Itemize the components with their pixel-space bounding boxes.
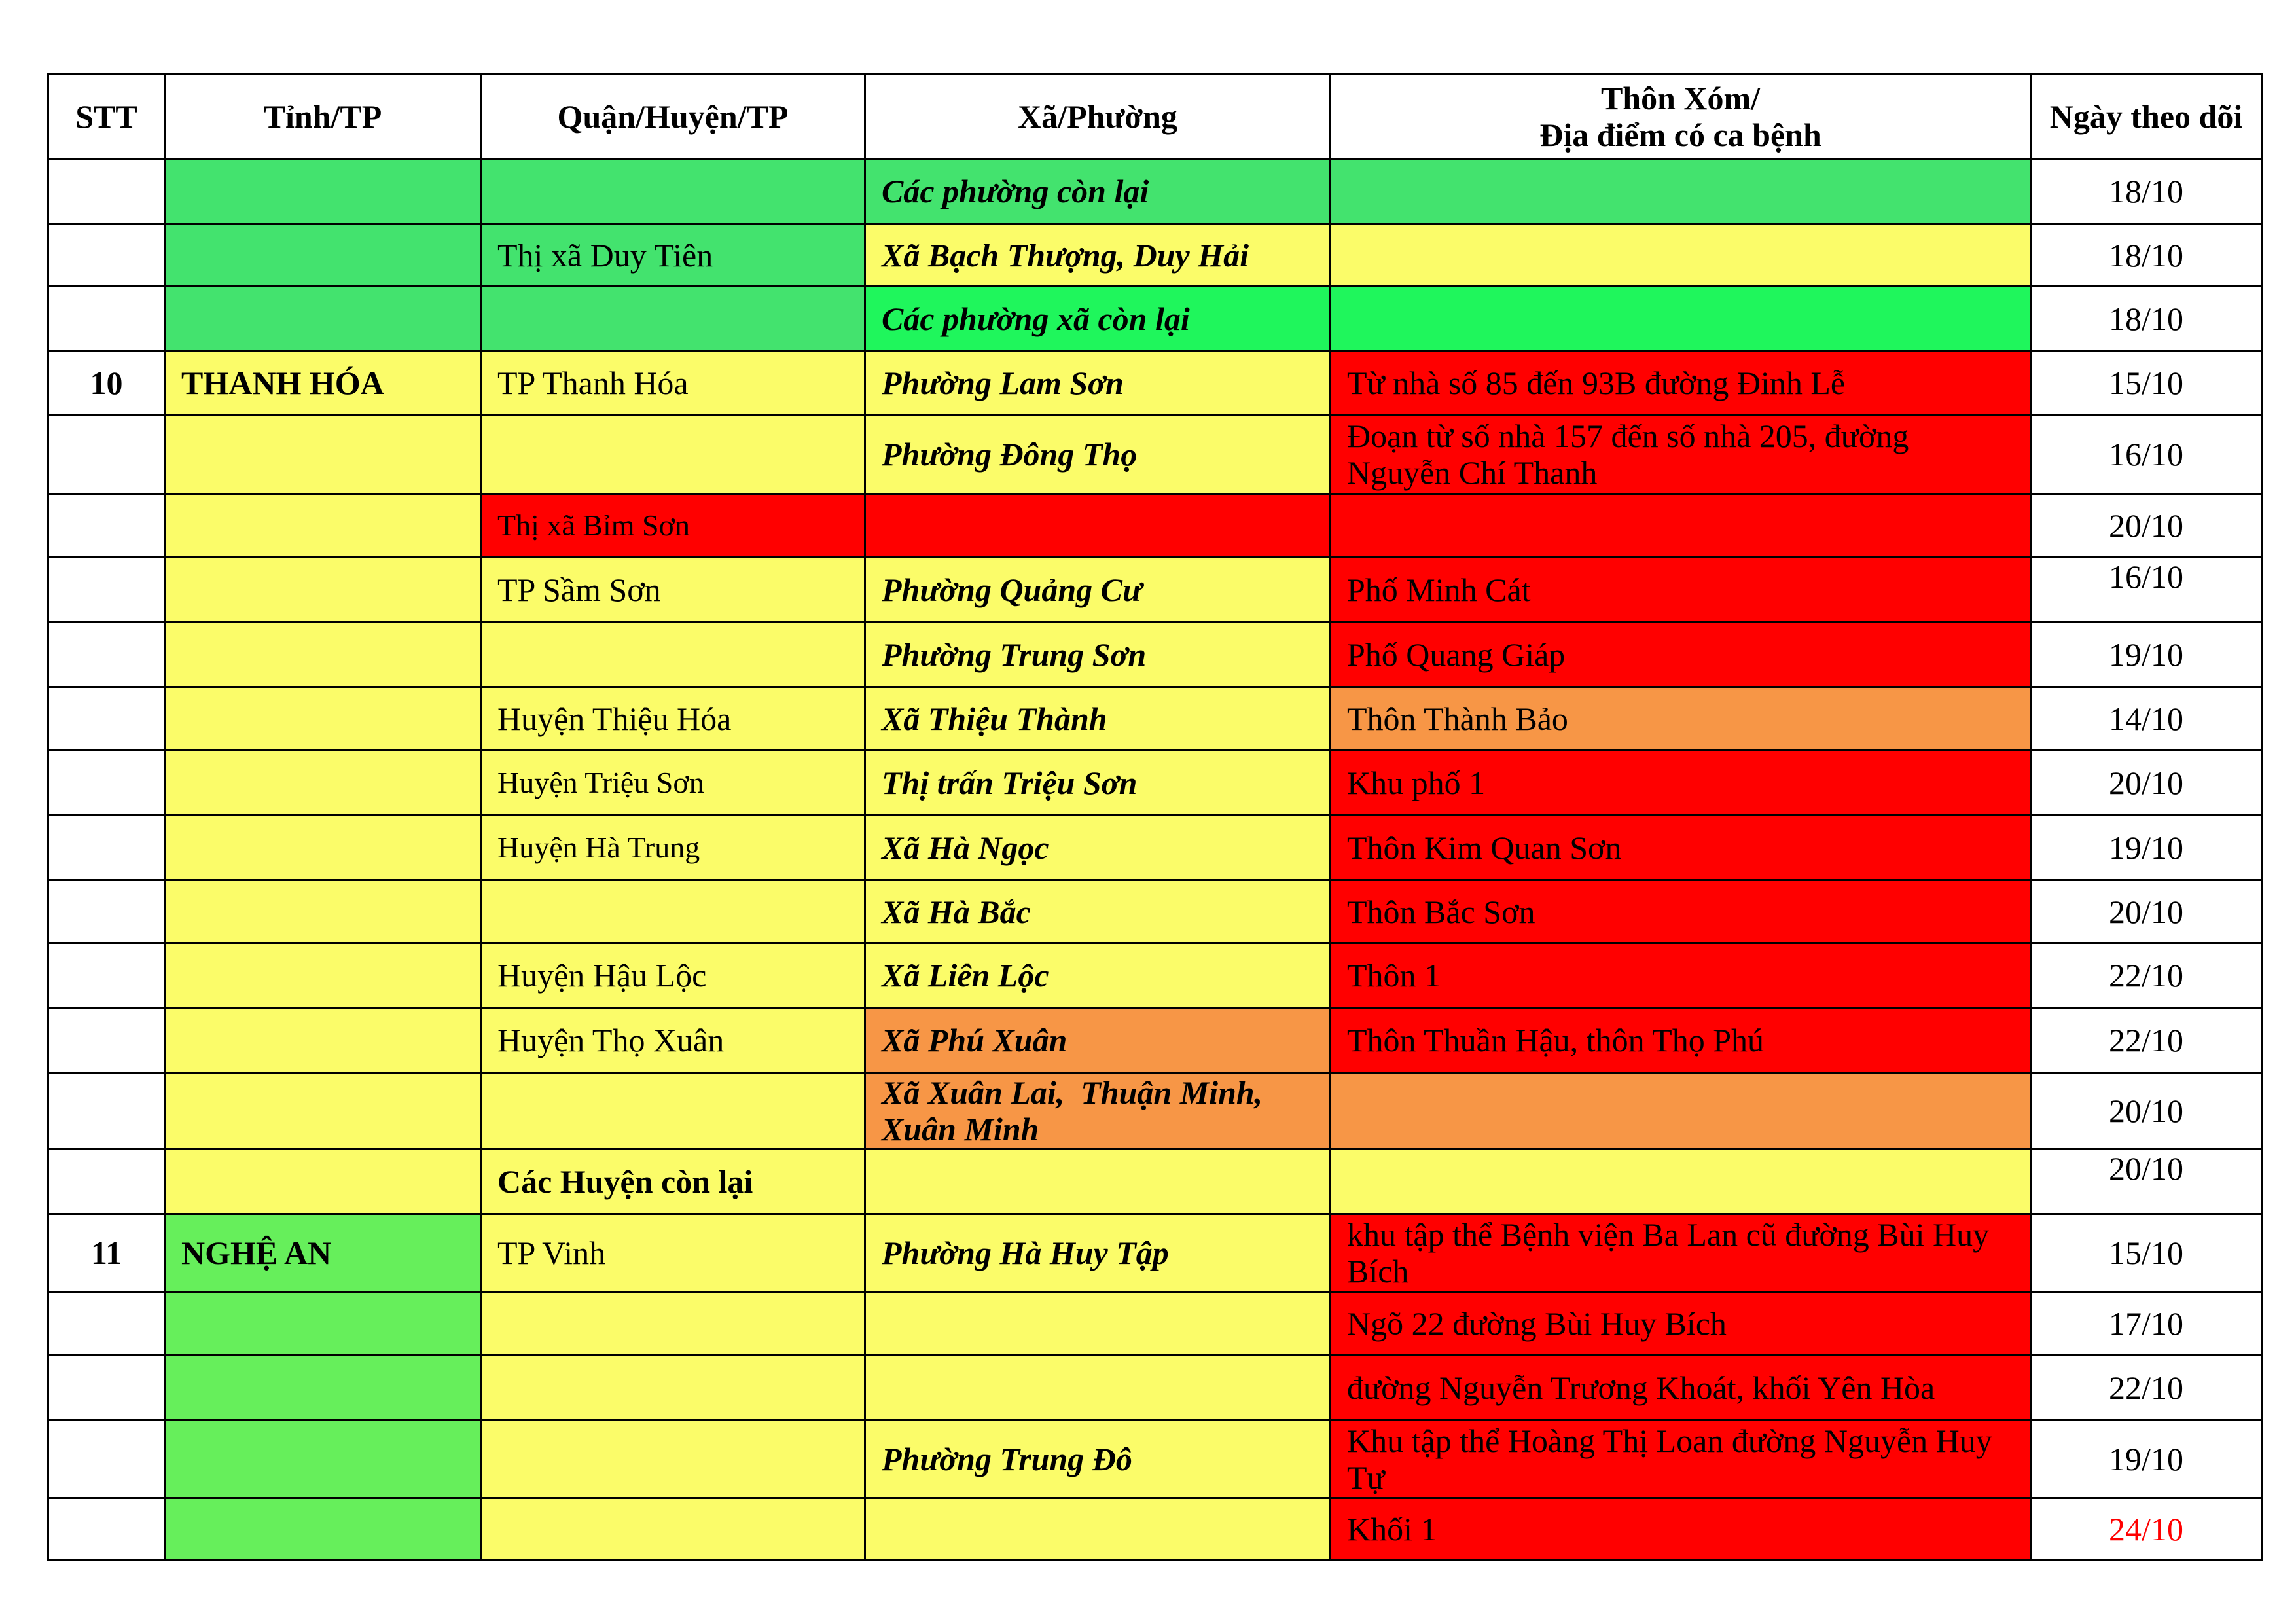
row-number-cell (48, 352, 165, 415)
province-cell (165, 1008, 481, 1073)
header-ward: Xã/Phường (865, 75, 1331, 159)
location-cell (1331, 1149, 2031, 1214)
row-number-cell (48, 159, 165, 224)
table-row (48, 1008, 2262, 1073)
location-cell-text: Phố Minh Cát (1347, 571, 1531, 608)
ward-cell (865, 287, 1331, 352)
location-cell-text: Thôn Kim Quan Sơn (1347, 829, 1622, 866)
ward-cell-text: Xã Xuân Lai, Thuận Minh, (882, 1074, 1263, 1111)
follow-up-date-cell (2031, 687, 2262, 751)
row-number-cell (48, 623, 165, 687)
table-row (48, 1420, 2262, 1498)
district-cell (481, 1214, 865, 1292)
table-row (48, 623, 2262, 687)
location-cell (1331, 224, 2031, 287)
ward-cell (865, 1149, 1331, 1214)
header-location-line: Thôn Xóm/ (1600, 80, 1761, 117)
province-cell (165, 816, 481, 880)
case-tracking-table (47, 73, 2263, 1561)
district-cell (481, 751, 865, 816)
follow-up-date-cell-text: 18/10 (2109, 236, 2183, 274)
follow-up-date-cell (2031, 224, 2262, 287)
follow-up-date-cell-text: 18/10 (2109, 300, 2183, 337)
ward-cell-text: Phường Quảng Cư (882, 571, 1142, 608)
header-district: Quận/Huyện/TP (481, 75, 865, 159)
district-cell (481, 623, 865, 687)
ward-cell (865, 494, 1331, 558)
ward-cell (865, 159, 1331, 224)
province-cell (165, 943, 481, 1008)
table-row (48, 558, 2262, 623)
row-number-cell (48, 494, 165, 558)
province-cell (165, 1149, 481, 1214)
location-cell-text: Khu tập thể Hoàng Thị Loan đường Nguyễn Huy (1347, 1422, 1992, 1459)
location-cell (1331, 159, 2031, 224)
location-cell (1331, 880, 2031, 943)
header-stt: STT (48, 75, 165, 159)
follow-up-date-cell (2031, 415, 2262, 494)
location-cell (1331, 1292, 2031, 1356)
ward-cell (865, 880, 1331, 943)
province-cell-text: THANH HÓA (181, 365, 384, 401)
follow-up-date-cell (2031, 816, 2262, 880)
row-number-cell (48, 1420, 165, 1498)
follow-up-date-cell-text: 20/10 (2109, 765, 2183, 801)
location-cell-text: Đoạn từ số nhà 157 đến số nhà 205, đường (1347, 418, 1909, 454)
location-cell-text: Khối 1 (1347, 1511, 1437, 1547)
district-cell (481, 287, 865, 352)
district-cell (481, 943, 865, 1008)
location-cell (1331, 816, 2031, 880)
location-cell (1331, 1498, 2031, 1561)
province-cell (165, 352, 481, 415)
ward-cell (865, 816, 1331, 880)
ward-cell (865, 687, 1331, 751)
district-cell (481, 159, 865, 224)
follow-up-date-cell-text: 20/10 (2109, 1092, 2183, 1129)
follow-up-date-cell (2031, 1214, 2262, 1292)
table-row (48, 880, 2262, 943)
table-row (48, 687, 2262, 751)
province-cell (165, 224, 481, 287)
province-cell (165, 1356, 481, 1420)
ward-cell (865, 224, 1331, 287)
district-cell (481, 1292, 865, 1356)
row-number-cell (48, 415, 165, 494)
location-cell-text: đường Nguyễn Trương Khoát, khối Yên Hòa (1347, 1369, 1935, 1406)
district-cell (481, 224, 865, 287)
row-number-cell (48, 1498, 165, 1561)
follow-up-date-cell (2031, 159, 2262, 224)
ward-cell (865, 1420, 1331, 1498)
row-number-cell (48, 1073, 165, 1149)
ward-cell-text: Phường Trung Sơn (882, 636, 1147, 673)
location-cell-text: Thôn Thành Bảo (1347, 700, 1568, 737)
table-row (48, 224, 2262, 287)
location-cell (1331, 1008, 2031, 1073)
ward-cell-text: Xã Hà Ngọc (882, 829, 1049, 866)
district-cell (481, 816, 865, 880)
row-number-cell (48, 687, 165, 751)
follow-up-date-cell (2031, 352, 2262, 415)
ward-cell (865, 1498, 1331, 1561)
ward-cell-text: Phường Đông Thọ (882, 436, 1138, 473)
location-cell (1331, 1420, 2031, 1498)
ward-cell-text: Xã Liên Lộc (882, 957, 1049, 994)
ward-cell (865, 558, 1331, 623)
ward-cell-text: Phường Lam Sơn (882, 365, 1124, 401)
table-row (48, 1214, 2262, 1292)
follow-up-date-cell (2031, 1356, 2262, 1420)
location-cell-text: Thôn Thuần Hậu, thôn Thọ Phú (1347, 1022, 1765, 1058)
table-row (48, 1498, 2262, 1561)
location-cell (1331, 558, 2031, 623)
row-number-cell (48, 1008, 165, 1073)
ward-cell-text: Phường Trung Đô (882, 1441, 1132, 1477)
table-row (48, 494, 2262, 558)
follow-up-date-cell-text: 20/10 (2109, 507, 2183, 544)
province-cell-text: NGHỆ AN (181, 1235, 332, 1271)
district-cell (481, 880, 865, 943)
district-cell (481, 1498, 865, 1561)
row-number-cell (48, 224, 165, 287)
row-number-cell-text: 11 (90, 1235, 122, 1271)
follow-up-date-cell-text: 22/10 (2109, 1369, 2183, 1406)
location-cell (1331, 287, 2031, 352)
table-body (48, 159, 2262, 1561)
location-cell-text: Thôn 1 (1347, 957, 1441, 994)
ward-cell (865, 352, 1331, 415)
location-cell (1331, 623, 2031, 687)
row-number-cell (48, 1214, 165, 1292)
district-cell-text: Thị xã Duy Tiên (497, 236, 713, 274)
province-cell (165, 623, 481, 687)
header-location (1331, 75, 2031, 159)
follow-up-date-cell (2031, 1498, 2262, 1561)
district-cell (481, 1356, 865, 1420)
province-cell (165, 687, 481, 751)
location-cell-text: khu tập thể Bệnh viện Ba Lan cũ đường Bùi Huy (1347, 1216, 1990, 1253)
follow-up-date-cell-text: 19/10 (2109, 829, 2183, 866)
follow-up-date-cell-text: 16/10 (2109, 558, 2183, 595)
follow-up-date-cell (2031, 1008, 2262, 1073)
ward-cell-text: Các phường xã còn lại (882, 300, 1190, 337)
row-number-cell (48, 287, 165, 352)
table-row (48, 751, 2262, 816)
table-row (48, 287, 2262, 352)
follow-up-date-cell-text: 16/10 (2109, 436, 2183, 473)
location-cell-text: Bích (1347, 1253, 1409, 1290)
row-number-cell-text: 10 (90, 365, 123, 401)
location-cell (1331, 1356, 2031, 1420)
province-cell (165, 558, 481, 623)
district-cell (481, 1008, 865, 1073)
follow-up-date-cell-text: 22/10 (2109, 1022, 2183, 1058)
table-row (48, 415, 2262, 494)
row-number-cell (48, 1292, 165, 1356)
follow-up-date-cell-text: 17/10 (2109, 1305, 2183, 1342)
ward-cell-text: Xuân Minh (882, 1111, 1039, 1147)
district-cell (481, 687, 865, 751)
follow-up-date-cell-text: 18/10 (2109, 173, 2183, 209)
location-cell-text: Ngõ 22 đường Bùi Huy Bích (1347, 1305, 1727, 1342)
follow-up-date-cell (2031, 1420, 2262, 1498)
follow-up-date-cell-text: 15/10 (2109, 365, 2183, 401)
follow-up-date-cell (2031, 943, 2262, 1008)
location-cell-text: Thôn Bắc Sơn (1347, 893, 1535, 930)
ward-cell (865, 623, 1331, 687)
follow-up-date-cell (2031, 494, 2262, 558)
ward-cell (865, 1073, 1331, 1149)
ward-cell-text: Thị trấn Triệu Sơn (882, 765, 1138, 801)
district-cell (481, 1420, 865, 1498)
ward-cell (865, 943, 1331, 1008)
location-cell-text: Phố Quang Giáp (1347, 636, 1566, 673)
district-cell-text: Các Huyện còn lại (497, 1163, 753, 1200)
follow-up-date-cell (2031, 751, 2262, 816)
ward-cell (865, 1356, 1331, 1420)
ward-cell-text: Xã Phú Xuân (882, 1022, 1067, 1058)
ward-cell (865, 415, 1331, 494)
follow-up-date-cell-text: 20/10 (2109, 1150, 2183, 1187)
ward-cell-text: Phường Hà Huy Tập (882, 1235, 1169, 1271)
ward-cell-text: Xã Hà Bắc (882, 893, 1031, 930)
follow-up-date-cell (2031, 1073, 2262, 1149)
follow-up-date-cell-text: 14/10 (2109, 700, 2183, 737)
ward-cell-text: Các phường còn lại (882, 173, 1149, 209)
follow-up-date-cell (2031, 1292, 2262, 1356)
location-cell (1331, 687, 2031, 751)
table-row (48, 159, 2262, 224)
follow-up-date-cell (2031, 287, 2262, 352)
follow-up-date-cell-text: 19/10 (2109, 636, 2183, 673)
province-cell (165, 494, 481, 558)
location-cell-text: Nguyễn Chí Thanh (1347, 454, 1598, 491)
row-number-cell (48, 880, 165, 943)
table-header-row (48, 75, 2262, 159)
district-cell-text: TP Thanh Hóa (497, 365, 689, 401)
location-cell (1331, 1073, 2031, 1149)
district-cell (481, 415, 865, 494)
location-cell (1331, 494, 2031, 558)
table-row (48, 1292, 2262, 1356)
district-cell (481, 1149, 865, 1214)
district-cell-text: Huyện Hậu Lộc (497, 957, 707, 994)
follow-up-date-cell (2031, 1149, 2262, 1214)
province-cell (165, 1214, 481, 1292)
province-cell (165, 1073, 481, 1149)
follow-up-date-cell-text: 24/10 (2109, 1511, 2183, 1547)
follow-up-date-cell (2031, 623, 2262, 687)
location-cell (1331, 751, 2031, 816)
table-row (48, 816, 2262, 880)
ward-cell (865, 1008, 1331, 1073)
location-cell (1331, 352, 2031, 415)
header-location-line: Địa điểm có ca bệnh (1539, 117, 1821, 153)
row-number-cell (48, 558, 165, 623)
district-cell-text: Huyện Hà Trung (497, 831, 700, 864)
follow-up-date-cell-text: 22/10 (2109, 957, 2183, 994)
location-cell-text: Khu phố 1 (1347, 765, 1486, 801)
district-cell (481, 494, 865, 558)
district-cell (481, 1073, 865, 1149)
province-cell (165, 1292, 481, 1356)
district-cell (481, 558, 865, 623)
row-number-cell (48, 943, 165, 1008)
location-cell (1331, 415, 2031, 494)
location-cell (1331, 943, 2031, 1008)
follow-up-date-cell (2031, 880, 2262, 943)
ward-cell (865, 1292, 1331, 1356)
province-cell (165, 1420, 481, 1498)
row-number-cell (48, 751, 165, 816)
header-follow-up-date: Ngày theo dõi (2031, 75, 2262, 159)
ward-cell-text: Xã Bạch Thượng, Duy Hải (882, 236, 1249, 274)
province-cell (165, 1498, 481, 1561)
district-cell-text: Huyện Triệu Sơn (497, 766, 704, 799)
province-cell (165, 159, 481, 224)
district-cell-text: TP Sầm Sơn (497, 571, 661, 608)
follow-up-date-cell-text: 15/10 (2109, 1235, 2183, 1271)
header-province: Tỉnh/TP (165, 75, 481, 159)
province-cell (165, 751, 481, 816)
province-cell (165, 415, 481, 494)
location-cell-text: Tự (1347, 1459, 1385, 1496)
province-cell (165, 287, 481, 352)
row-number-cell (48, 1356, 165, 1420)
table-row (48, 1149, 2262, 1214)
location-cell (1331, 1214, 2031, 1292)
district-cell-text: Thị xã Bỉm Sơn (497, 509, 690, 542)
row-number-cell (48, 1149, 165, 1214)
table-row (48, 943, 2262, 1008)
follow-up-date-cell-text: 19/10 (2109, 1441, 2183, 1477)
district-cell-text: TP Vinh (497, 1235, 606, 1271)
follow-up-date-cell-text: 20/10 (2109, 893, 2183, 930)
province-cell (165, 880, 481, 943)
table-row (48, 1073, 2262, 1149)
ward-cell-text: Xã Thiệu Thành (882, 700, 1107, 737)
ward-cell (865, 751, 1331, 816)
table-row (48, 1356, 2262, 1420)
table-row (48, 352, 2262, 415)
ward-cell (865, 1214, 1331, 1292)
follow-up-date-cell (2031, 558, 2262, 623)
district-cell (481, 352, 865, 415)
location-cell-text: Từ nhà số 85 đến 93B đường Đinh Lễ (1347, 365, 1846, 401)
row-number-cell (48, 816, 165, 880)
district-cell-text: Huyện Thọ Xuân (497, 1022, 725, 1058)
district-cell-text: Huyện Thiệu Hóa (497, 700, 732, 737)
